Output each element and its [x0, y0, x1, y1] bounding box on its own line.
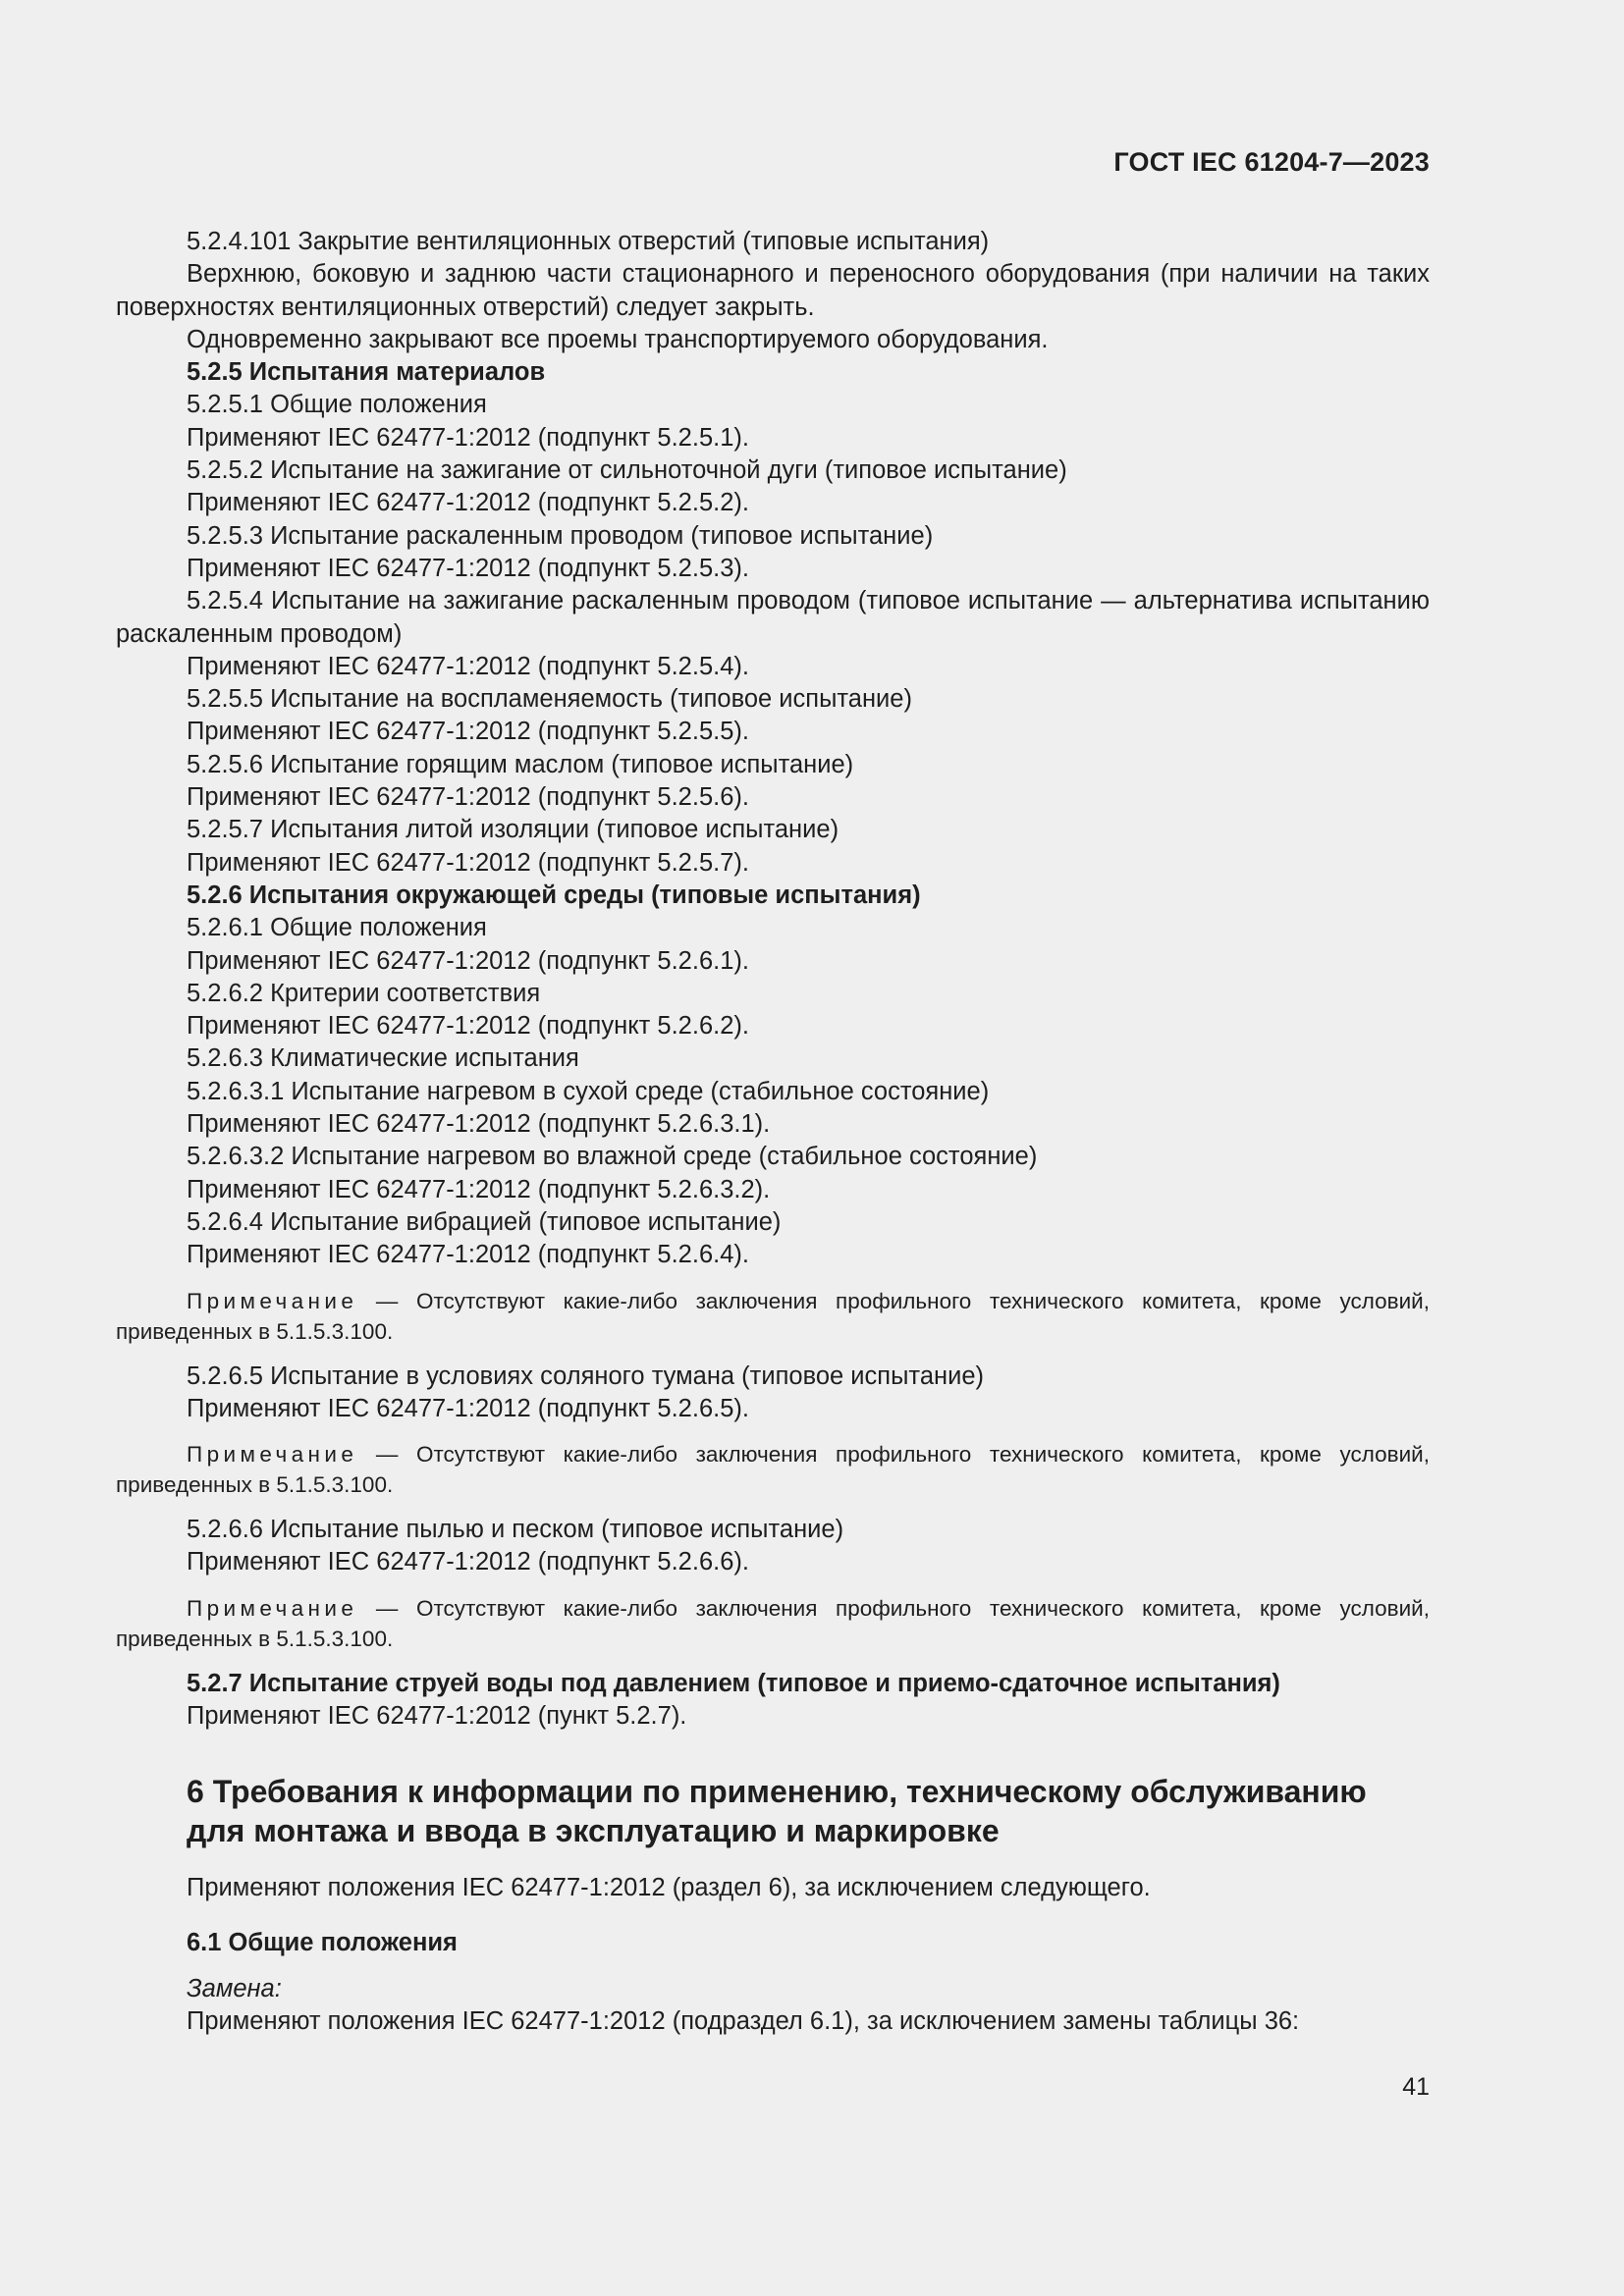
page-number: 41	[1402, 2073, 1430, 2101]
paragraph: Применяют IEC 62477-1:2012 (подпункт 5.2.6.2).	[187, 1012, 749, 1041]
note-text: — Отсутствуют какие-либо заключения профильного технического комитета, кроме условий, приведенных в 5.1.5.3.100.	[116, 1442, 1430, 1498]
paragraph: 5.2.5.6 Испытание горящим маслом (типовое испытание)	[187, 750, 854, 778]
paragraph: 5.2.6.5 Испытание в условиях соляного тумана (типовое испытание)	[187, 1362, 985, 1390]
paragraph: Применяют IEC 62477-1:2012 (подпункт 5.2.5.2).	[187, 489, 749, 517]
paragraph: Применяют IEC 62477-1:2012 (подпункт 5.2.6.5).	[187, 1394, 749, 1422]
note-label: Примечание	[187, 1595, 358, 1621]
paragraph: 5.2.5.2 Испытание на зажигание от сильноточной дуги (типовое испытание)	[187, 456, 1067, 485]
subsection-heading: 5.2.5 Испытания материалов	[187, 358, 546, 387]
note-text: — Отсутствуют какие-либо заключения профильного технического комитета, кроме условий, приведенных в 5.1.5.3.100.	[116, 1595, 1430, 1651]
paragraph: 5.2.6.1 Общие положения	[187, 914, 487, 942]
subsection-heading: 6.1 Общие положения	[187, 1928, 458, 1956]
paragraph: Применяют IEC 62477-1:2012 (подпункт 5.2.6.3.1).	[187, 1110, 771, 1139]
paragraph: Применяют IEC 62477-1:2012 (подпункт 5.2.5.5).	[187, 718, 749, 746]
note-text: — Отсутствуют какие-либо заключения профильного технического комитета, кроме условий, приведенных в 5.1.5.3.100.	[116, 1288, 1430, 1344]
document-body	[116, 226, 1430, 2038]
paragraph: 5.2.5.4 Испытание на зажигание раскаленным проводом (типовое испытание — альтернатива испытанию раскаленным проводом)	[116, 587, 1430, 648]
paragraph: 5.2.5.1 Общие положения	[187, 391, 487, 419]
paragraph: 5.2.5.7 Испытания литой изоляции (типовое испытание)	[187, 816, 839, 844]
paragraph: 5.2.6.2 Критерии соответствия	[187, 979, 541, 1007]
note	[116, 1439, 1430, 1500]
note-label: Примечание	[187, 1288, 358, 1313]
paragraph: 5.2.6.4 Испытание вибрацией (типовое испытание)	[187, 1207, 782, 1236]
paragraph: 5.2.6.3.2 Испытание нагревом во влажной среде (стабильное состояние)	[187, 1143, 1038, 1171]
paragraph: 5.2.5.3 Испытание раскаленным проводом (типовое испытание)	[187, 521, 934, 550]
note	[116, 1593, 1430, 1654]
paragraph: Применяют IEC 62477-1:2012 (подпункт 5.2.6.4).	[187, 1241, 749, 1269]
paragraph: 5.2.4.101 Закрытие вентиляционных отверстий (типовые испытания)	[187, 228, 990, 255]
paragraph: Применяют IEC 62477-1:2012 (подпункт 5.2.5.3).	[187, 554, 749, 582]
subsection-heading: 5.2.6 Испытания окружающей среды (типовые испытания)	[187, 881, 921, 909]
paragraph: 5.2.6.3 Климатические испытания	[187, 1044, 579, 1073]
note	[116, 1286, 1430, 1347]
paragraph: Применяют IEC 62477-1:2012 (подпункт 5.2.5.6).	[187, 783, 749, 812]
paragraph: Применяют IEC 62477-1:2012 (подпункт 5.2.5.7).	[187, 848, 749, 877]
section-heading: 6 Требования к информации по применению, техническому обслуживанию для монтажа и ввода в эксплуатацию и маркировке	[187, 1774, 1367, 1849]
paragraph: Применяют IEC 62477-1:2012 (пункт 5.2.7).	[187, 1701, 687, 1730]
paragraph: Применяют IEC 62477-1:2012 (подпункт 5.2.6.1).	[187, 946, 749, 975]
paragraph: 5.2.6.6 Испытание пылью и песком (типовое испытание)	[187, 1516, 844, 1544]
paragraph: Применяют IEC 62477-1:2012 (подпункт 5.2.5.1).	[187, 423, 749, 452]
subsection-heading: 5.2.7 Испытание струей воды под давлением (типовое и приемо-сдаточное испытания)	[187, 1669, 1280, 1697]
paragraph: Применяют положения IEC 62477-1:2012 (раздел 6), за исключением следующего.	[187, 1874, 1151, 1902]
paragraph: Одновременно закрывают все проемы транспортируемого оборудования.	[187, 325, 1049, 353]
paragraph: 5.2.5.5 Испытание на воспламеняемость (типовое испытание)	[187, 685, 912, 714]
paragraph: Верхнюю, боковую и заднюю части стационарного и переносного оборудования (при наличии на таких поверхностях вентиляционных отверстий) следует закрыть.	[116, 260, 1430, 321]
note-label: Примечание	[187, 1442, 358, 1468]
paragraph: Применяют положения IEC 62477-1:2012 (подраздел 6.1), за исключением замены таблицы 36:	[187, 2007, 1300, 2036]
paragraph-italic: Замена:	[187, 1974, 282, 2002]
paragraph: Применяют IEC 62477-1:2012 (подпункт 5.2.5.4).	[187, 652, 749, 680]
document-header: ГОСТ IEC 61204-7—2023	[1113, 147, 1430, 177]
paragraph: 5.2.6.3.1 Испытание нагревом в сухой среде (стабильное состояние)	[187, 1077, 990, 1105]
paragraph: Применяют IEC 62477-1:2012 (подпункт 5.2.6.3.2).	[187, 1175, 771, 1203]
paragraph: Применяют IEC 62477-1:2012 (подпункт 5.2.6.6).	[187, 1548, 749, 1576]
